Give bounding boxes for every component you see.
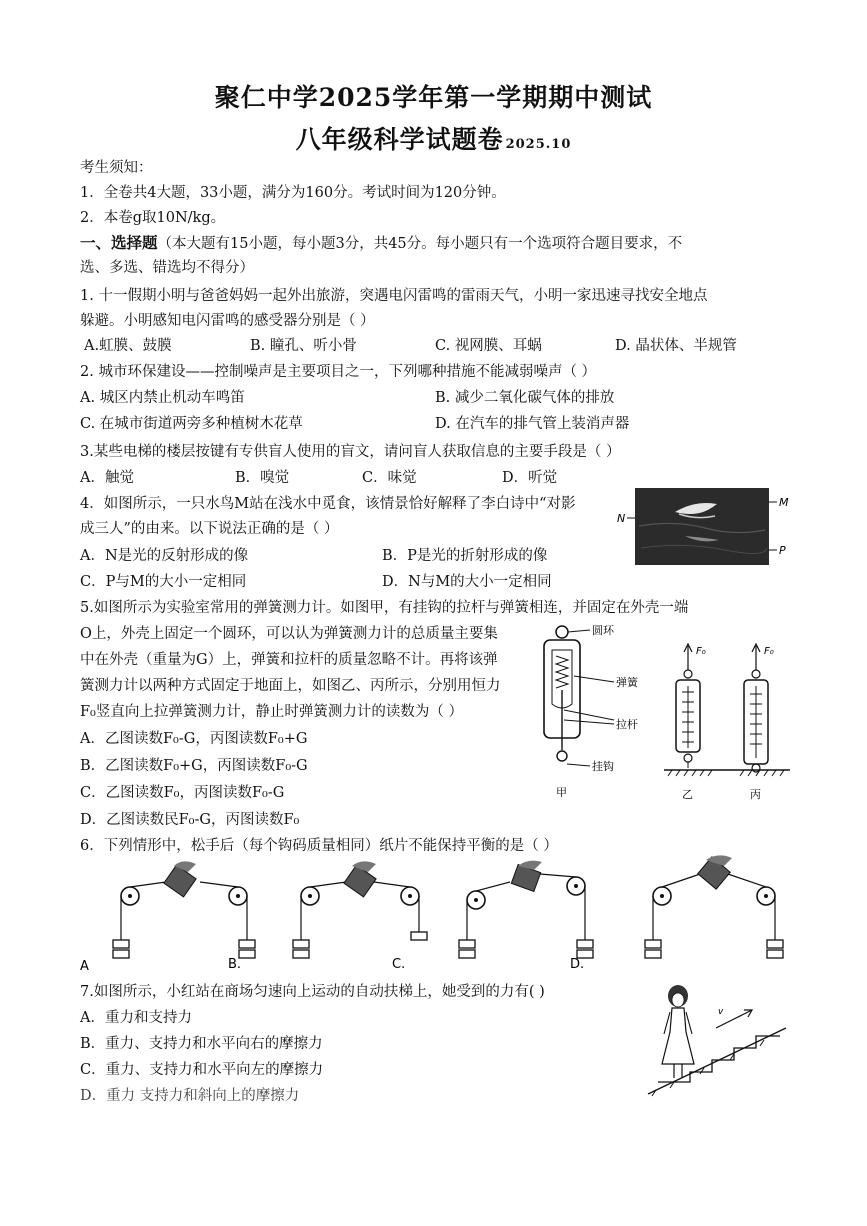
q5-option-a: A．乙图读数F₀-G，丙图读数F₀+G — [80, 731, 308, 747]
q7-option-a: A．重力和支持力 — [80, 1010, 192, 1026]
q5-stem-2: O上，外壳上固定一个圆环，可以认为弹簧测力计的总质量主要集 — [80, 626, 498, 642]
q5-stem-4: 簧测力计以两种方式固定于地面上，如图乙、丙所示，分别用恒力 — [80, 678, 501, 694]
q1-option-d: D. 晶状体、半规管 — [615, 338, 737, 354]
q6-label-c: C. — [392, 957, 406, 972]
q5-label-spring: 弹簧 — [616, 676, 638, 689]
q4-option-d: D．N与M的大小一定相同 — [382, 574, 552, 590]
q2-option-c: C. 在城市街道两旁多种植树木花草 — [80, 416, 303, 432]
q6-pulley-figures — [78, 854, 798, 974]
q7-escalator-figure — [640, 982, 790, 1097]
q4-stem-1: 4．如图所示，一只水鸟M站在浅水中觅食，该情景恰好解释了李白诗中“对影 — [80, 496, 576, 512]
q6-stem: 6．下列情形中，松手后（每个钩码质量相同）纸片不能保持平衡的是（ ） — [80, 838, 558, 854]
q5-stem-3: 中在外壳（重量为G）上，弹簧和拉杆的质量忽略不计。再将该弹 — [80, 652, 498, 668]
notice-heading: 考生须知： — [80, 160, 153, 176]
q4-label-p: P — [779, 544, 786, 557]
q5-label-rod: 拉杆 — [616, 718, 638, 731]
notice-item-2: 2．本卷g取10N/kg。 — [80, 210, 226, 226]
exam-date: 2025.10 — [505, 137, 572, 152]
q5-spring-scale-yi-bing — [660, 640, 800, 805]
q5-label-ring: 圆环 — [592, 624, 614, 637]
q5-stem-5: F₀竖直向上拉弹簧测力计，静止时弹簧测力计的读数为（ ） — [80, 704, 463, 720]
q1-stem-1: 1. 十一假期小明与爸爸妈妈一起外出旅游，突遇电闪雷鸣的雷雨天气，小明一家迅速寻找安全地点 — [80, 288, 708, 304]
q4-label-n: N — [617, 512, 626, 525]
q2-stem: 2. 城市环保建设——控制噪声是主要项目之一，下列哪种措施不能减弱噪声（ ） — [80, 364, 597, 380]
q2-option-b: B. 减少二氧化碳气体的排放 — [435, 390, 615, 406]
notice-item-1: 1．全卷共4大题，33小题，满分为160分。考试时间为120分钟。 — [80, 185, 506, 201]
q3-option-c: C．味觉 — [362, 470, 417, 486]
q5-label-bing: 丙 — [750, 788, 761, 801]
q5-label-f0-bing: F₀ — [764, 646, 774, 657]
q7-option-b: B．重力、支持力和水平向右的摩擦力 — [80, 1036, 323, 1052]
q1-option-c: C. 视网膜、耳蜗 — [435, 338, 542, 354]
q5-spring-scale-jia — [530, 620, 660, 800]
q4-stem-2: 成三人”的由来。以下说法正确的是（ ） — [80, 521, 339, 537]
section1-line1 — [80, 233, 682, 254]
q5-label-f0-yi: F₀ — [696, 646, 706, 657]
q4-option-a: A．N是光的反射形成的像 — [80, 548, 249, 564]
q5-label-jia: 甲 — [556, 786, 567, 799]
q3-option-b: B．嗅觉 — [235, 470, 290, 486]
q5-option-d: D．乙图读数民F₀-G，丙图读数F₀ — [80, 812, 300, 828]
q1-option-a: A.虹膜、鼓膜 — [84, 338, 172, 354]
subtitle-text: 八年级科学试题卷 — [295, 125, 504, 154]
q3-option-a: A．触觉 — [80, 470, 134, 486]
exam-subtitle — [0, 120, 867, 156]
q7-stem: 7.如图所示，小红站在商场匀速向上运动的自动扶梯上，她受到的力有( ) — [80, 984, 545, 1000]
q3-option-d: D．听觉 — [502, 470, 558, 486]
q7-option-d: D．重力 支持力和斜向上的摩擦力 — [80, 1088, 300, 1104]
q5-label-yi: 乙 — [682, 788, 693, 801]
q6-label-b: B. — [228, 957, 242, 972]
q2-option-a: A. 城区内禁止机动车鸣笛 — [80, 390, 245, 406]
section1-desc-1: （本大题有15小题，每小题3分，共45分。每小题只有一个选项符合题目要求，不 — [157, 236, 683, 252]
q3-stem: 3.某些电梯的楼层按键有专供盲人使用的盲文，请问盲人获取信息的主要手段是（ ） — [80, 444, 621, 460]
section1-desc-2: 选、多选、错选均不得分） — [80, 260, 254, 276]
q1-stem-2: 躲避。小明感知电闪雷鸣的感受器分别是（ ） — [80, 313, 375, 329]
q6-label-a: A — [80, 959, 89, 974]
q5-option-b: B．乙图读数F₀+G，丙图读数F₀-G — [80, 758, 308, 774]
section1-heading: 一、选择题 — [80, 233, 158, 252]
q6-label-d: D. — [570, 957, 585, 972]
svg-text:v: v — [718, 1007, 724, 1017]
q7-option-c: C．重力、支持力和水平向左的摩擦力 — [80, 1062, 324, 1078]
q4-bird-figure — [615, 486, 790, 568]
q5-label-hook: 挂钩 — [592, 760, 614, 773]
q4-option-b: B．P是光的折射形成的像 — [382, 548, 548, 564]
q1-option-b: B. 瞳孔、听小骨 — [250, 338, 357, 354]
q4-option-c: C．P与M的大小一定相同 — [80, 574, 247, 590]
q2-option-d: D. 在汽车的排气管上装消声器 — [435, 416, 630, 432]
q5-stem-1: 5.如图所示为实验室常用的弹簧测力计。如图甲，有挂钩的拉杆与弹簧相连，并固定在外壳一端 — [80, 600, 689, 616]
q4-label-m: M — [779, 496, 789, 509]
exam-title: 聚仁中学2025学年第一学期期中测试 — [214, 83, 653, 112]
q5-option-c: C．乙图读数F₀，丙图读数F₀-G — [80, 785, 285, 801]
